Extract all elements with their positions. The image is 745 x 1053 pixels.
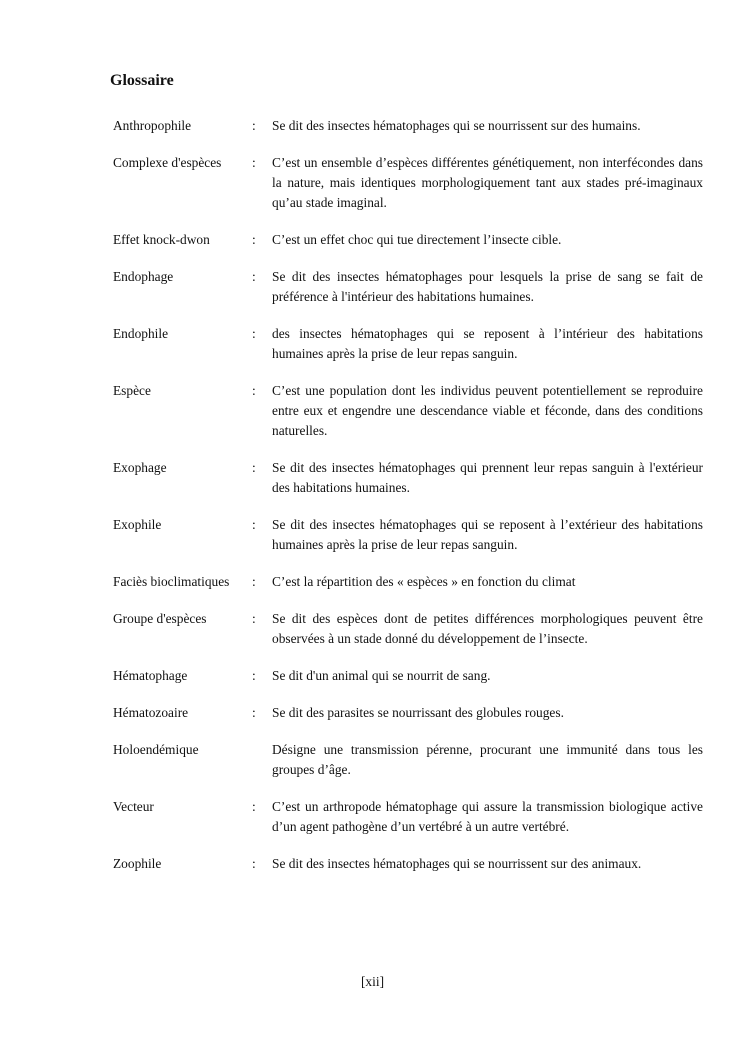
entry-term: Exophile bbox=[113, 517, 162, 532]
entry-term: Vecteur bbox=[113, 799, 154, 814]
entry-separator: : bbox=[252, 517, 256, 532]
entry-separator: : bbox=[252, 460, 256, 475]
entry-term: Anthropophile bbox=[113, 118, 192, 133]
entry-definition: Se dit des insectes hématophages qui prennent leur repas sanguin à l'extérieur des habitations humaines. bbox=[272, 460, 703, 495]
entry-separator: : bbox=[252, 118, 256, 133]
entry-term: Faciès bioclimatiques bbox=[113, 574, 230, 589]
entry-term: Groupe d'espèces bbox=[113, 611, 207, 626]
entry-definition: Se dit des insectes hématophages qui se reposent à l’extérieur des habitations humaines après la prise de leur repas sanguin. bbox=[272, 517, 703, 552]
entry-term: Endophage bbox=[113, 269, 174, 284]
glossary-entry bbox=[113, 515, 703, 555]
entry-definition: Se dit des espèces dont de petites différences morphologiques peuvent être observées à un stade donné du développement de l’insecte. bbox=[272, 611, 703, 646]
glossary-entry bbox=[113, 458, 703, 498]
entry-definition: Se dit des insectes hématophages qui se nourrissent sur des animaux. bbox=[272, 856, 642, 871]
page-number: [xii] bbox=[360, 974, 385, 989]
glossary-entry bbox=[113, 153, 703, 213]
entry-term: Holoendémique bbox=[113, 742, 199, 757]
entry-separator: : bbox=[252, 856, 256, 871]
glossary-entry bbox=[113, 230, 703, 250]
entry-definition: Se dit des insectes hématophages qui se nourrissent sur des humains. bbox=[272, 118, 641, 133]
glossary-entry bbox=[113, 703, 703, 723]
glossary-entry bbox=[113, 740, 703, 780]
entry-definition: C’est un arthropode hématophage qui assure la transmission biologique active d’un agent pathogène d’un vertébré à un autre vertébré. bbox=[272, 799, 703, 834]
entry-separator: : bbox=[252, 269, 256, 284]
entry-separator: : bbox=[252, 611, 256, 626]
entry-definition: Se dit des insectes hématophages pour lesquels la prise de sang se fait de préférence à l'intérieur des habitations humaines. bbox=[272, 269, 703, 304]
entry-definition: C’est un effet choc qui tue directement l’insecte cible. bbox=[272, 232, 562, 247]
glossary-entry bbox=[113, 609, 703, 649]
entry-term: Hématozoaire bbox=[113, 705, 189, 720]
entry-term: Complexe d'espèces bbox=[113, 155, 222, 170]
entry-definition: des insectes hématophages qui se reposent à l’intérieur des habitations humaines après la prise de leur repas sanguin. bbox=[272, 326, 703, 361]
entry-separator: : bbox=[252, 232, 256, 247]
entry-term: Espèce bbox=[113, 383, 151, 398]
entry-term: Zoophile bbox=[113, 856, 162, 871]
entry-definition: Désigne une transmission pérenne, procurant une immunité dans tous les groupes d’âge. bbox=[272, 742, 703, 777]
entry-definition: C’est un ensemble d’espèces différentes génétiquement, non interfécondes dans la nature, mais identiques morphologiquement tant aux stades pré-imaginaux qu’au stade imaginal. bbox=[272, 155, 703, 210]
glossary-entry bbox=[113, 572, 703, 592]
entry-term: Exophage bbox=[113, 460, 167, 475]
entry-separator: : bbox=[252, 326, 256, 341]
entry-term: Hématophage bbox=[113, 668, 188, 683]
entry-definition: Se dit d'un animal qui se nourrit de sang. bbox=[272, 668, 491, 683]
entry-definition: C’est la répartition des « espèces » en fonction du climat bbox=[272, 574, 576, 589]
glossary-entry bbox=[113, 381, 703, 441]
entry-definition: Se dit des parasites se nourrissant des globules rouges. bbox=[272, 705, 564, 720]
entry-term: Effet knock-dwon bbox=[113, 232, 210, 247]
glossary-list bbox=[113, 116, 703, 891]
entry-definition: C’est une population dont les individus peuvent potentiellement se reproduire entre eux et engendre une descendance viable et féconde, dans des conditions naturelles. bbox=[272, 383, 703, 438]
glossary-entry bbox=[113, 666, 703, 686]
glossary-entry bbox=[113, 324, 703, 364]
glossary-entry bbox=[113, 854, 703, 874]
entry-separator: : bbox=[252, 799, 256, 814]
entry-separator: : bbox=[252, 705, 256, 720]
glossary-heading: Glossaire bbox=[110, 72, 174, 89]
entry-term: Endophile bbox=[113, 326, 169, 341]
entry-separator: : bbox=[252, 668, 256, 683]
entry-separator: : bbox=[252, 155, 256, 170]
entry-separator: : bbox=[252, 383, 256, 398]
glossary-entry bbox=[113, 267, 703, 307]
entry-separator: : bbox=[252, 574, 256, 589]
glossary-entry bbox=[113, 116, 703, 136]
glossary-entry bbox=[113, 797, 703, 837]
